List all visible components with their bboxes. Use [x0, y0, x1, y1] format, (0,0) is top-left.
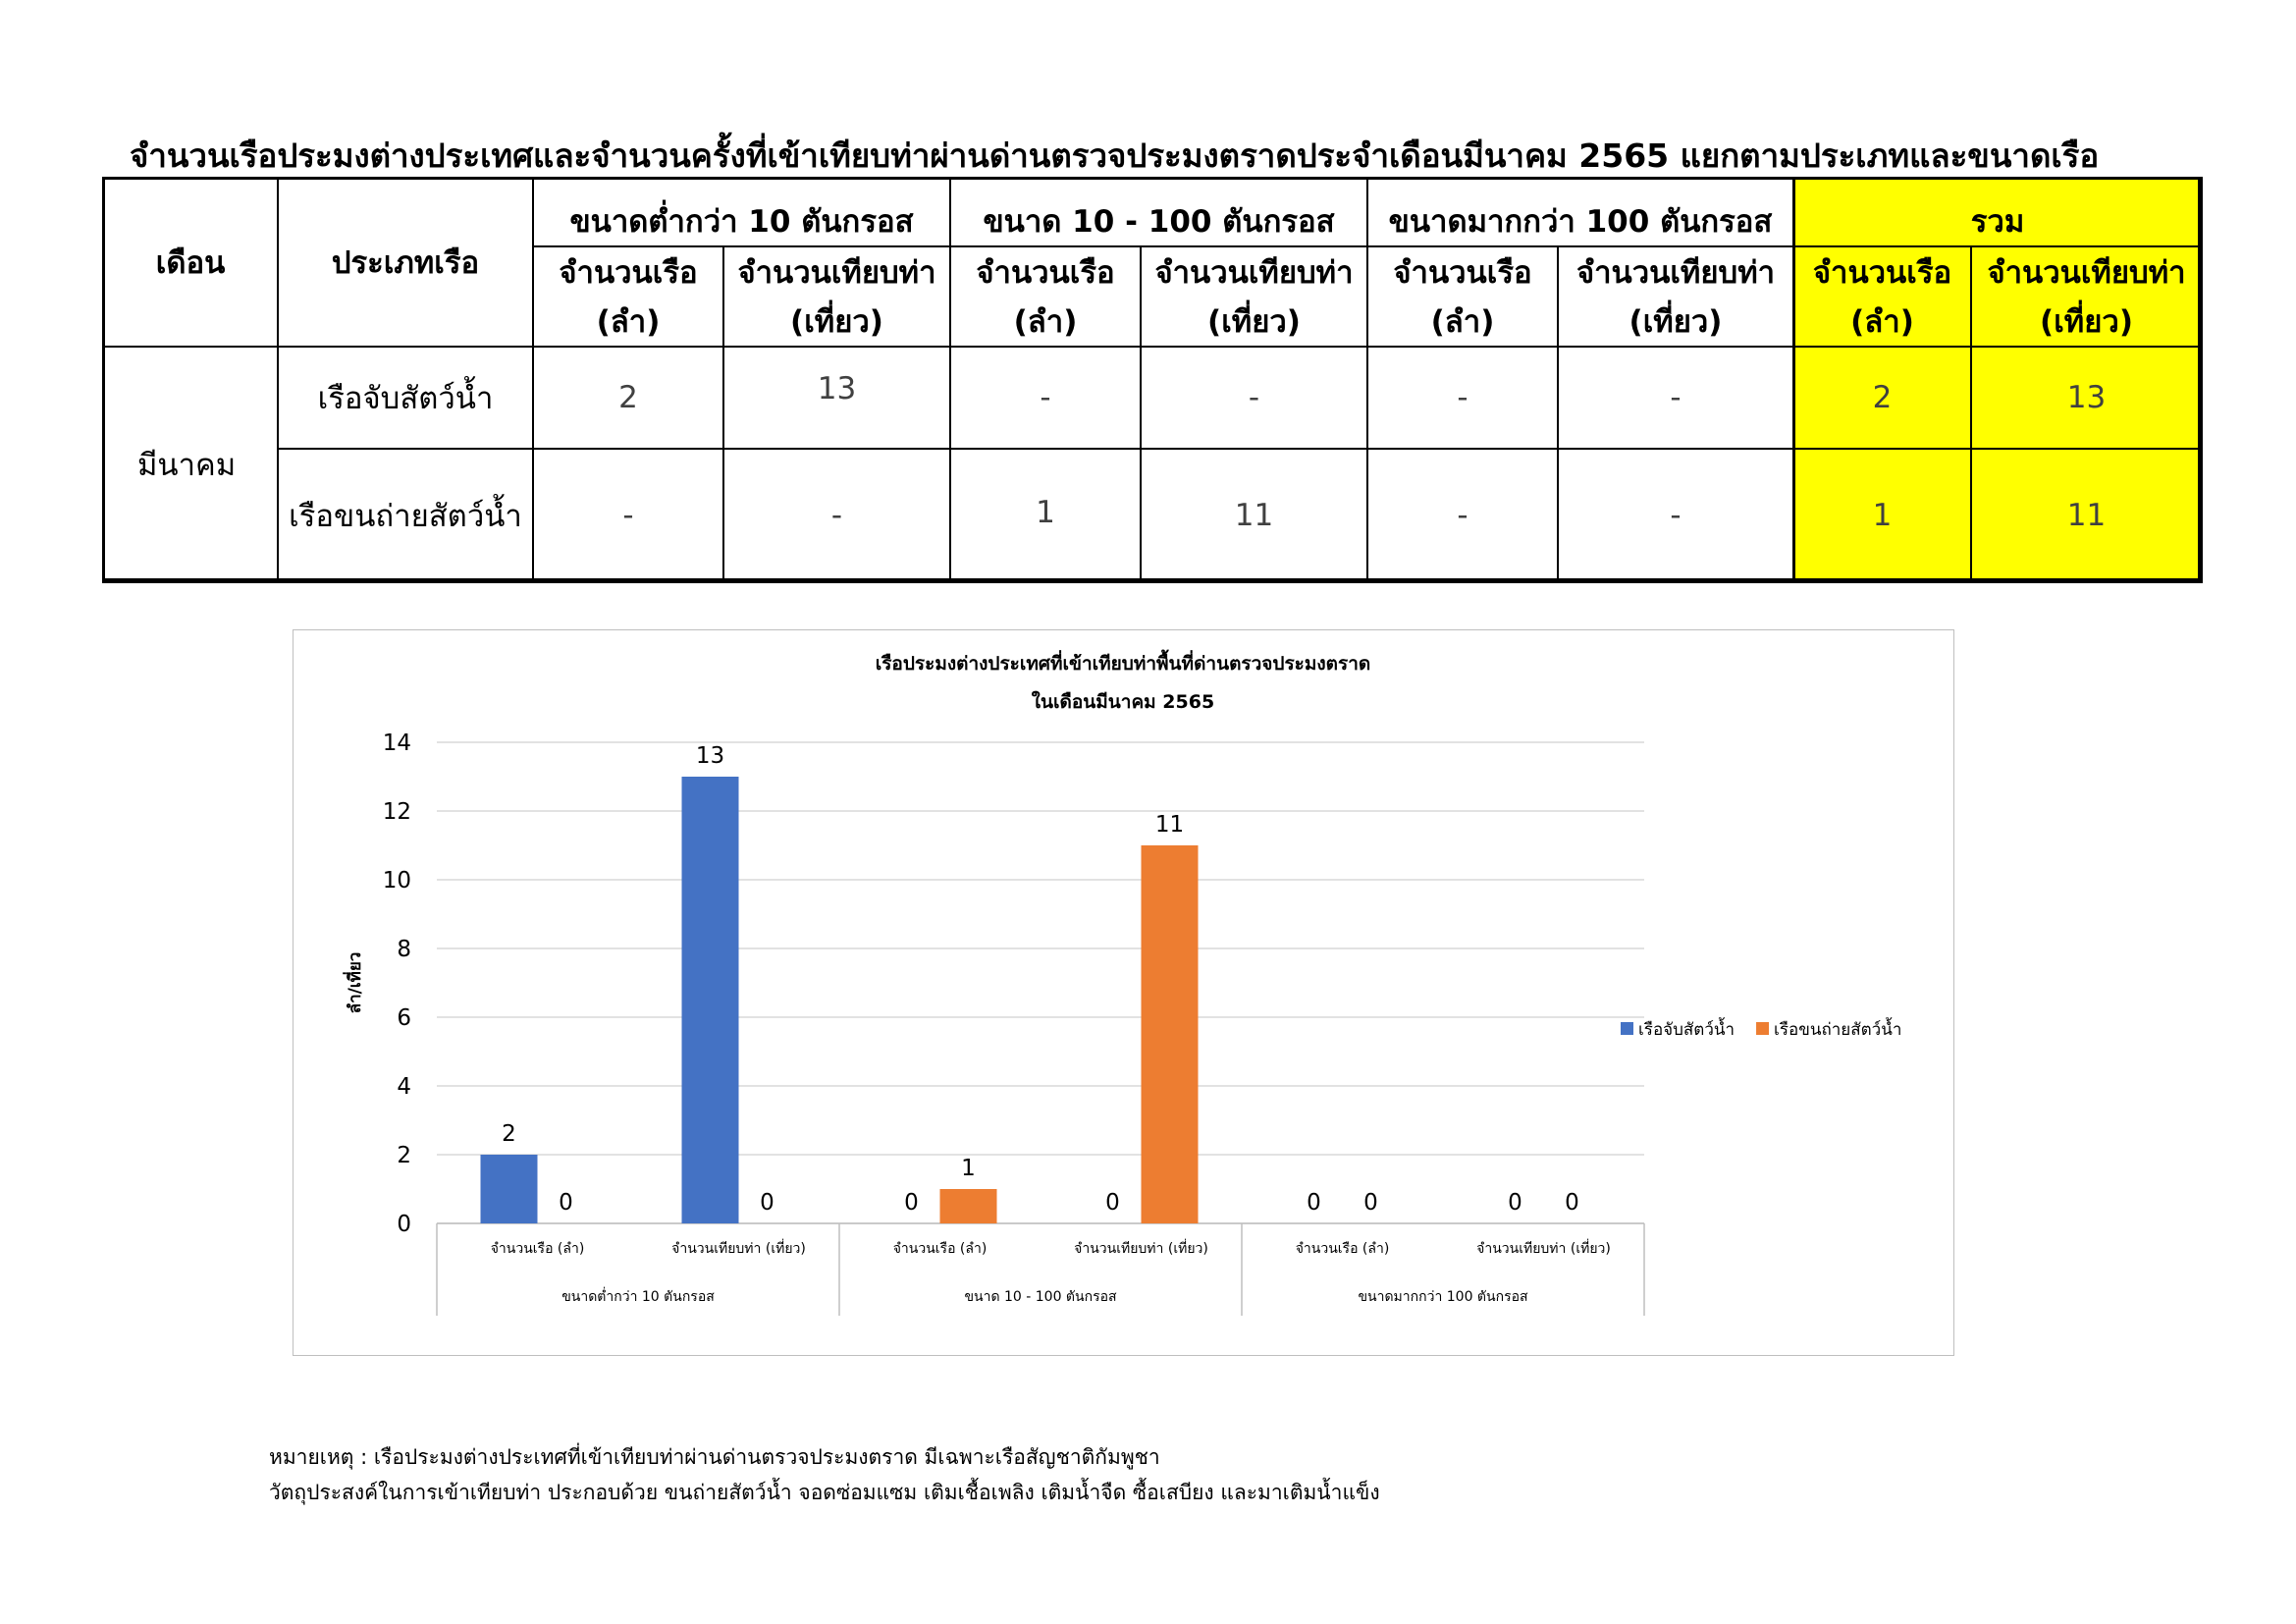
legend-label: เรือขนถ่ายสัตว์น้ำ [1774, 1020, 1902, 1040]
sub-header-boats-unit: (ลำ) [596, 304, 661, 340]
data-label: 0 [1105, 1190, 1120, 1216]
table-cell-total: 2 [1793, 347, 1971, 449]
data-label: 13 [695, 743, 725, 769]
data-label: 0 [760, 1190, 774, 1216]
data-label: 11 [1154, 812, 1185, 838]
data-label: 1 [961, 1156, 976, 1181]
bar-transship [940, 1189, 997, 1223]
x-group-label: ขนาดมากกว่า 100 ตันกรอส [1358, 1289, 1528, 1305]
sub-header-trips-label: จำนวนเทียบท่า [737, 255, 936, 291]
y-tick-label: 4 [397, 1074, 411, 1100]
y-tick-label: 14 [382, 731, 411, 756]
x-group-label: ขนาดต่ำกว่า 10 ตันกรอส [561, 1289, 715, 1305]
table-cell: 11 [1141, 449, 1367, 582]
legend-swatch [1756, 1022, 1769, 1035]
data-label: 2 [502, 1121, 516, 1147]
sub-header-trips-unit: (เที่ยว) [790, 304, 883, 340]
y-tick-label: 8 [397, 937, 411, 962]
sub-header-trips-label: จำนวนเทียบท่า [1987, 255, 2186, 291]
header-group-large: ขนาดมากกว่า 100 ตันกรอส [1367, 178, 1793, 246]
sub-header-trips [1558, 246, 1793, 347]
x-category-label: จำนวนเทียบท่า (เที่ยว) [671, 1241, 806, 1257]
y-tick-label: 2 [397, 1143, 411, 1168]
table-cell: - [1141, 347, 1367, 449]
table-row [103, 347, 2202, 449]
footnote-line: วัตถุประสงค์ในการเข้าเทียบท่า ประกอบด้วย ขนถ่ายสัตว์น้ำ จอดซ่อมแซม เติมเชื้อเพลิง เติมน้ำจืด ซื้อเสบียง และมาเติมน้ำแข็ง [269, 1481, 1380, 1504]
y-tick-label: 6 [397, 1005, 411, 1031]
legend-swatch [1621, 1022, 1633, 1035]
chart-title: เรือประมงต่างประเทศที่เข้าเทียบท่าพื้นที่ด่านตรวจประมงตราด [875, 653, 1371, 675]
table-cell-total: 1 [1793, 449, 1971, 582]
table-cell: - [1558, 449, 1793, 582]
table-cell-total: 13 [1971, 347, 2202, 449]
bar-catch [682, 777, 739, 1223]
header-group-small: ขนาดต่ำกว่า 10 ตันกรอส [533, 178, 950, 246]
summary-table [102, 177, 2203, 583]
header-group-medium: ขนาด 10 - 100 ตันกรอส [950, 178, 1367, 246]
sub-header-boats-label: จำนวนเรือ [1393, 255, 1532, 291]
table-cell: - [1367, 449, 1558, 582]
sub-header-trips-label: จำนวนเทียบท่า [1154, 255, 1354, 291]
y-tick-label: 0 [397, 1212, 411, 1237]
table-cell-total: 11 [1971, 449, 2202, 582]
bar-catch [481, 1155, 538, 1223]
sub-header-boats-unit: (ลำ) [1013, 304, 1078, 340]
data-label: 0 [559, 1190, 573, 1216]
sub-header-boats-label: จำนวนเรือ [559, 255, 698, 291]
table-cell: 13 [723, 347, 950, 449]
sub-header-boats-unit: (ลำ) [1430, 304, 1495, 340]
sub-header-trips-unit: (เที่ยว) [1207, 304, 1301, 340]
chart-frame [293, 629, 1954, 1356]
row-type: เรือขนถ่ายสัตว์น้ำ [278, 449, 533, 582]
x-category-label: จำนวนเทียบท่า (เที่ยว) [1476, 1241, 1611, 1257]
bar-transship [1142, 845, 1199, 1223]
sub-header-trips-label: จำนวนเทียบท่า [1575, 255, 1776, 291]
x-group-label: ขนาด 10 - 100 ตันกรอส [964, 1289, 1117, 1305]
legend-label: เรือจับสัตว์น้ำ [1638, 1020, 1735, 1040]
footnotes [269, 1439, 1380, 1510]
table-row [103, 449, 2202, 582]
x-category-label: จำนวนเรือ (ลำ) [892, 1241, 988, 1257]
table-cell: - [533, 449, 723, 582]
sub-header-trips [723, 246, 950, 347]
data-label: 0 [1363, 1190, 1378, 1216]
y-tick-label: 10 [382, 868, 411, 893]
sub-header-trips [1141, 246, 1367, 347]
sub-header-trips-unit: (เที่ยว) [1629, 304, 1723, 340]
sub-header-boats-unit: (ลำ) [1850, 304, 1914, 340]
sub-header-trips-unit: (เที่ยว) [2040, 304, 2133, 340]
bar-chart [294, 630, 1952, 1354]
sub-header-boats [1793, 246, 1971, 347]
sub-header-boats [1367, 246, 1558, 347]
footnote-line: หมายเหตุ : เรือประมงต่างประเทศที่เข้าเทียบท่าผ่านด่านตรวจประมงตราด มีเฉพาะเรือสัญชาติกัมพูชา [269, 1445, 1160, 1469]
sub-header-trips [1971, 246, 2202, 347]
header-type: ประเภทเรือ [278, 178, 533, 347]
data-label: 0 [1307, 1190, 1321, 1216]
row-type: เรือจับสัตว์น้ำ [278, 347, 533, 449]
table-cell: - [1558, 347, 1793, 449]
table-cell: 2 [533, 347, 723, 449]
sub-header-boats-label: จำนวนเรือ [1812, 255, 1952, 291]
chart-subtitle: ในเดือนมีนาคม 2565 [1031, 691, 1215, 713]
data-label: 0 [1508, 1190, 1522, 1216]
table-cell: 1 [950, 449, 1141, 582]
data-label: 0 [904, 1190, 919, 1216]
x-category-label: จำนวนเทียบท่า (เที่ยว) [1074, 1241, 1208, 1257]
y-tick-label: 12 [382, 799, 411, 825]
y-axis-label: ลำ/เที่ยว [346, 951, 365, 1014]
sub-header-boats [533, 246, 723, 347]
header-month: เดือน [103, 178, 278, 347]
header-group-total: รวม [1793, 178, 2202, 246]
table-cell: - [1367, 347, 1558, 449]
x-category-label: จำนวนเรือ (ลำ) [1295, 1241, 1390, 1257]
table-cell: - [950, 347, 1141, 449]
page-title: จำนวนเรือประมงต่างประเทศและจำนวนครั้งที่เข้าเทียบท่าผ่านด่านตรวจประมงตราดประจำเดือนมีนาคม 2565 แยกตามประเภทและขนาดเรือ [130, 136, 2100, 175]
x-category-label: จำนวนเรือ (ลำ) [490, 1241, 585, 1257]
sub-header-boats-label: จำนวนเรือ [976, 255, 1115, 291]
data-label: 0 [1565, 1190, 1579, 1216]
table-cell: - [723, 449, 950, 582]
sub-header-boats [950, 246, 1141, 347]
month-cell: มีนาคม [103, 347, 278, 582]
